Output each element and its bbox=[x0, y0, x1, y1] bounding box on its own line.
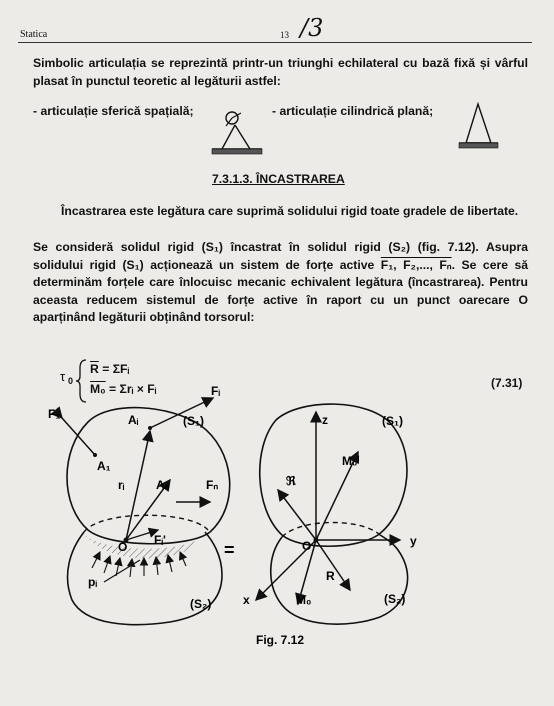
label-S1-left: (S₁) bbox=[183, 414, 204, 428]
left-diagram bbox=[48, 384, 230, 625]
definition-paragraph: Încastrarea este legătura care suprimă solidului rigid toate gradele de libertate. bbox=[61, 204, 519, 218]
label-z: z bbox=[322, 413, 328, 427]
section-title: 7.3.1.3. ÎNCASTRAREA bbox=[212, 172, 345, 186]
setup-text-b: . Se cere să determinăm forțele care înlocuisc mecanic echivalent legătura (încastrarea). Pentru aceasta reducem sistemul de forțe active în raport cu un punct oarecare O aparținând legăturii obținând torsorul: bbox=[33, 257, 529, 324]
eq-line2: M₀ = Σrᵢ × Fᵢ bbox=[90, 382, 157, 396]
label-An: Aₙ bbox=[156, 478, 170, 492]
label-y: y bbox=[410, 534, 417, 548]
right-diagram bbox=[243, 404, 417, 624]
label-S2-right: (S₂) bbox=[384, 592, 406, 606]
label-Fi: Fᵢ bbox=[211, 384, 221, 398]
left-clamp-region bbox=[84, 532, 208, 559]
cylindrical-joint-label: - articulație cilindrică plană; bbox=[272, 104, 434, 118]
label-Fn: Fₙ bbox=[206, 478, 219, 492]
intro-paragraph: Simbolic articulația se reprezintă printr-un triunghi echilateral cu bază fixă și vârful plasat în punctul teoretic al legăturii astfel: bbox=[33, 56, 528, 88]
running-header: Statica bbox=[20, 29, 48, 40]
vector-Re bbox=[278, 490, 316, 540]
label-Fi-prime: Fᵢ' bbox=[154, 533, 166, 547]
label-x: x bbox=[243, 593, 250, 607]
label-A1: A₁ bbox=[97, 459, 111, 473]
right-interface-dashed bbox=[282, 522, 380, 537]
label-O-right: O bbox=[302, 539, 312, 553]
label-pi: pᵢ bbox=[88, 575, 98, 589]
tau-symbol: τ bbox=[60, 369, 66, 384]
label-S2-left: (S₂) bbox=[190, 597, 212, 611]
spherical-joint-label: - articulație sferică spațială; bbox=[33, 104, 194, 118]
page-number: 13 bbox=[280, 30, 289, 40]
label-R: R bbox=[326, 569, 335, 583]
label-M0i: M₀ⁱ bbox=[342, 454, 360, 468]
label-M0: M₀ bbox=[296, 593, 312, 607]
label-ri: rᵢ bbox=[118, 478, 125, 492]
equals-sign: = bbox=[224, 540, 235, 560]
equation-number: (7.31) bbox=[491, 376, 523, 390]
tau-subscript: 0 bbox=[68, 376, 74, 386]
active-forces-notation: F₁, F₂,..., Fₙ bbox=[380, 257, 452, 272]
label-Re: ℜ bbox=[286, 474, 296, 488]
setup-text-a: Se consideră solidul rigid (S₁) încastrat în solidul rigid (S₂) (fig. 7.12). Asupra solidului rigid (S₁) acționează un sistem de forțe active bbox=[33, 240, 528, 272]
label-O-left: O bbox=[118, 540, 128, 554]
pi-leader bbox=[104, 560, 140, 582]
label-S1-right: (S₁) bbox=[382, 414, 403, 428]
force-F1 bbox=[62, 418, 95, 455]
left-interface-dashed bbox=[84, 515, 208, 532]
label-Ai: Aᵢ bbox=[128, 413, 139, 427]
right-s2-body bbox=[271, 535, 408, 624]
handwritten-page-number: /3 bbox=[300, 14, 324, 42]
eq-line1: $\overline{R}$ = ΣFᵢ bbox=[90, 362, 130, 376]
label-F1: F₁ bbox=[48, 407, 61, 421]
figure-caption: Fig. 7.12 bbox=[256, 633, 305, 647]
